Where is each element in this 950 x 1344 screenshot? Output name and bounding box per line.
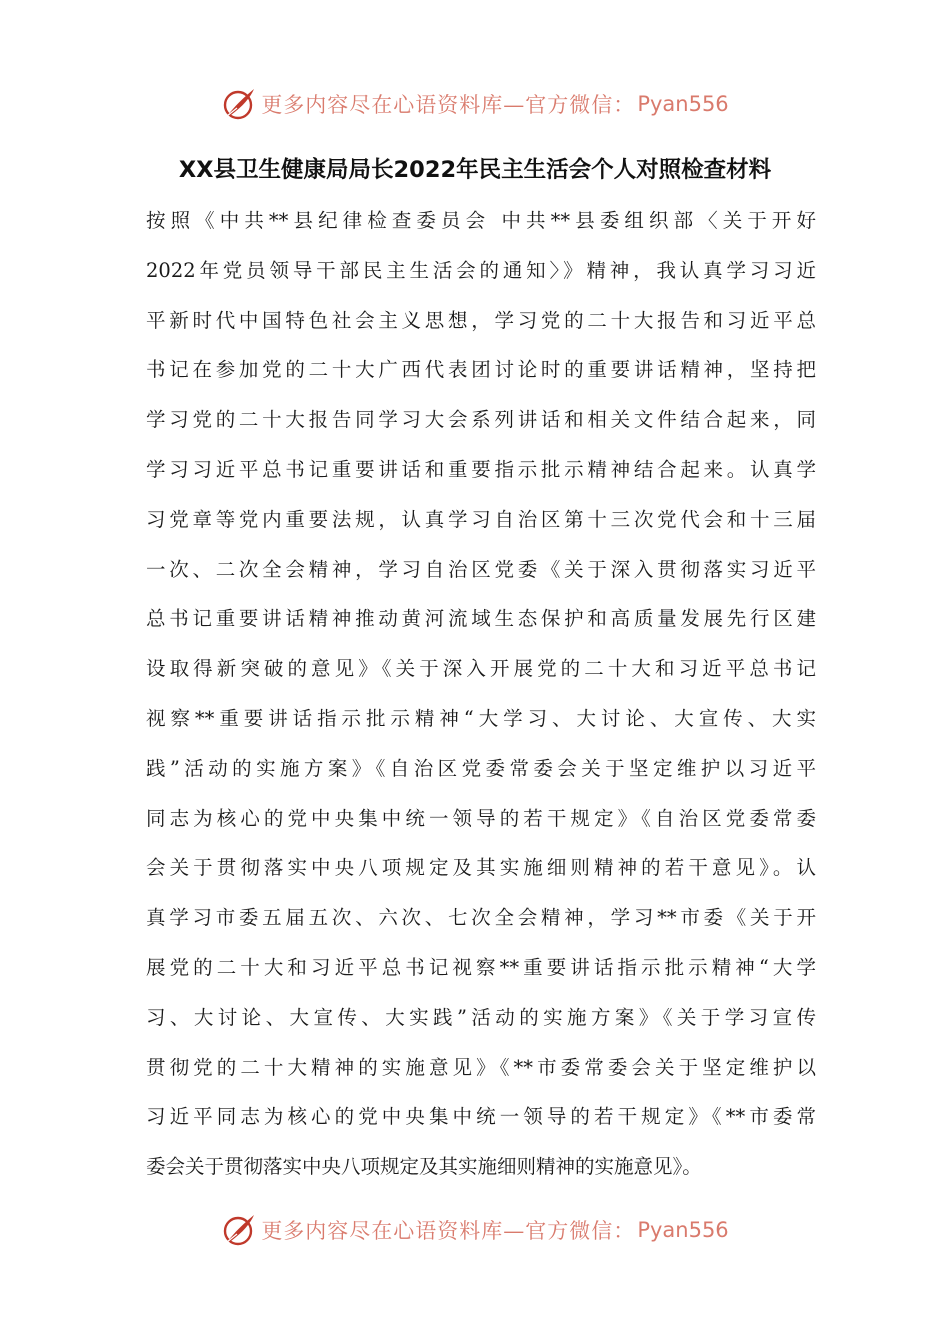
footer-banner-text: 更多内容尽在心语资料库—官方微信： xyxy=(261,1219,636,1243)
body-line: 真学习市委五届五次、六次、七次全会精神，学习**市委《关于开 xyxy=(146,906,816,930)
body-line: 习近平同志为核心的党中央集中统一领导的若干规定》《**市委常 xyxy=(146,1105,816,1129)
body-line: 展党的二十大和习近平总书记视察**重要讲话指示批示精神“大学 xyxy=(146,955,816,979)
quill-pen-logo-icon xyxy=(221,86,257,122)
body-line: 设取得新突破的意见》《关于深入开展党的二十大和习近平总书记 xyxy=(146,657,816,681)
body-line: 委会关于贯彻落实中央八项规定及其实施细则精神的实施意见》。 xyxy=(146,1155,702,1179)
body-line: 习党章等党内重要法规，认真学习自治区第十三次党代会和十三届 xyxy=(146,507,816,531)
body-line: 学习党的二十大报告同学习大会系列讲话和相关文件结合起来，同 xyxy=(146,408,816,432)
body-line: 2022年党员领导干部民主生活会的通知〉》精神，我认真学习习近 xyxy=(146,258,816,282)
header-banner-text: 更多内容尽在心语资料库—官方微信： xyxy=(261,93,636,117)
body-line: 习、大讨论、大宣传、大实践”活动的实施方案》《关于学习宣传 xyxy=(146,1005,816,1029)
header-banner-account: Pyan556 xyxy=(637,92,729,116)
body-line: 贯彻党的二十大精神的实施意见》《**市委常委会关于坚定维护以 xyxy=(146,1055,816,1079)
body-line: 总书记重要讲话精神推动黄河流域生态保护和高质量发展先行区建 xyxy=(146,607,816,631)
body-line: 平新时代中国特色社会主义思想，学习党的二十大报告和习近平总 xyxy=(146,308,816,332)
body-line: 同志为核心的党中央集中统一领导的若干规定》《自治区党委常委 xyxy=(146,806,816,830)
body-line: 学习习近平总书记重要讲话和重要指示批示精神结合起来。认真学 xyxy=(146,457,816,481)
quill-pen-logo-icon xyxy=(221,1212,257,1248)
footer-banner-account: Pyan556 xyxy=(637,1218,729,1242)
body-paragraph xyxy=(146,196,816,1192)
body-line: 书记在参加党的二十大广西代表团讨论时的重要讲话精神，坚持把 xyxy=(146,358,816,382)
body-line: 视察**重要讲话指示批示精神“大学习、大讨论、大宣传、大实 xyxy=(146,706,816,730)
footer-banner xyxy=(0,1206,950,1254)
body-line: 践”活动的实施方案》《自治区党委常委会关于坚定维护以习近平 xyxy=(146,756,816,780)
body-line: 会关于贯彻落实中央八项规定及其实施细则精神的若干意见》。认 xyxy=(146,856,816,880)
header-banner xyxy=(0,80,950,128)
body-line: 按照《中共**县纪律检查委员会 中共**县委组织部〈关于开好 xyxy=(146,209,816,232)
document-title: XX县卫生健康局局长2022年民主生活会个人对照检查材料 xyxy=(178,157,772,183)
body-line: 一次、二次全会精神，学习自治区党委《关于深入贯彻落实习近平 xyxy=(146,557,816,581)
